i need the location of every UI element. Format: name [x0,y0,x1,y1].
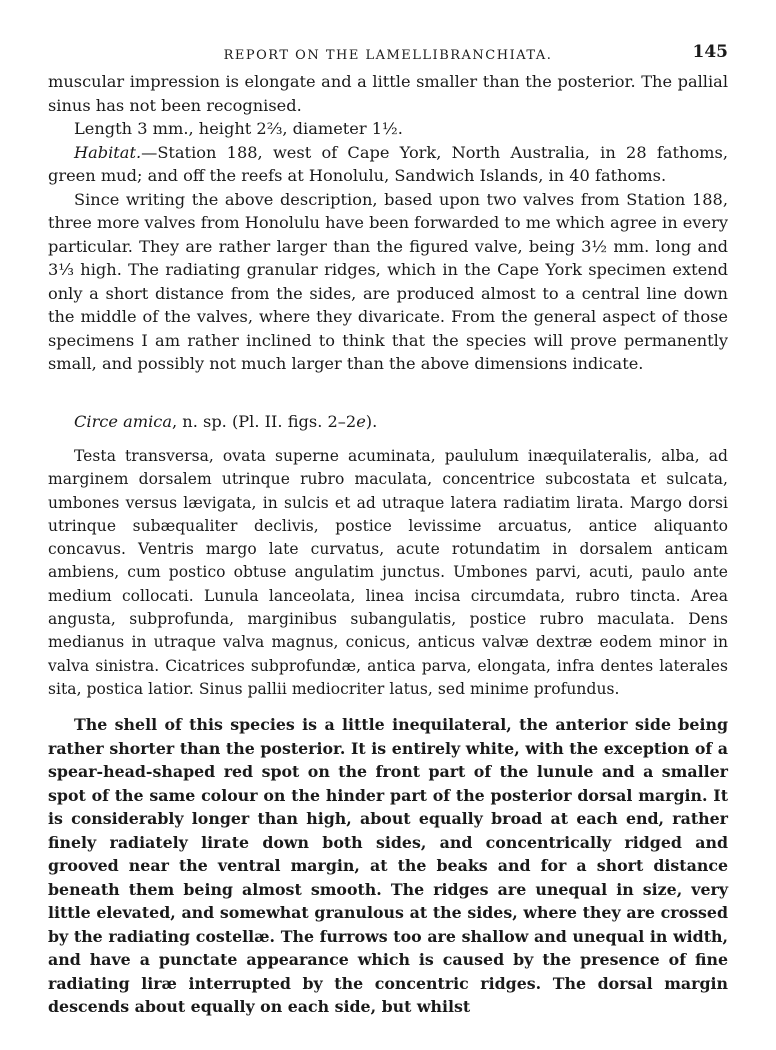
habitat-label: Habitat. [74,142,142,162]
paragraph-dimensions: Length 3 mm., height 2⅔, diameter 1½. [74,119,403,138]
latin-description: Testa transversa, ovata superne acuminata, paululum inæquilateralis, alba, ad marginem dorsalem utrinque rubro maculata, concentrice subcostata et sulcata, umbones versus lævigata, in sulcis et ad utraque latera radiatim lirata. Margo dorsi utrinque subæqualiter declivis, postice levissime arcuatus, antice aliquanto concavus. Ventris margo late curvatus, acute rotundatim in dorsalem anticam ambiens, cum postico obtuse angulatim junctus. Umbones parvi, acuti, paulo ante medium collocati. Lunula lanceolata, linea incisa circumdata, rubro tincta. Area angusta, subprofunda, marginibus subangulatis, postice rubro maculata. Dens medianus in utraque valva magnus, conicus, anticus valvæ dextræ eodem minor in valva sinistra. Cicatrices subprofundæ, antica parva, elongata, infra dentes laterales sita, postica latior. Sinus pallii mediocriter latus, sed minime profundus. [48,447,728,698]
page-header [48,40,728,70]
spacer [48,433,728,445]
paragraph-additional-valves: Since writing the above description, based upon two valves from Station 188, three more valves from Honolulu have been forwarded to me which agree in every particular. They are rather larger than the figured valve, being 3½ mm. long and 3⅓ high. The radiating granular ridges, which in the Cape York specimen extend only a short distance from the sides, are produced almost to a central line down the middle of the valves, where they divaricate. From the general aspect of those specimens I am rather inclined to think that the species will prove permanently small, and possibly not much larger than the above dimensions indicate. [48,189,728,373]
species-heading [48,410,728,434]
species-fig-letter: e [356,411,366,431]
species-name: Circe amica [74,411,172,431]
page [48,40,728,1019]
habitat-text: —Station 188, west of Cape York, North Australia, in 28 fathoms, green mud; and off the reefs at Honolulu, Sandwich Islands, in 40 fathoms. [48,142,728,185]
species-reference: , n. sp. (Pl. II. figs. 2–2 [172,411,357,431]
page-number: 145 [692,42,728,62]
paragraph-habitat [48,141,728,188]
running-title: REPORT ON THE LAMELLIBRANCHIATA. [223,48,553,63]
species-reference-close: ). [365,411,378,431]
paragraph-muscular: muscular impression is elongate and a little smaller than the posterior. The pallial sinus has not been recognised. [48,72,728,115]
spacer [48,701,728,713]
spacer [48,376,728,410]
english-description: The shell of this species is a little inequilateral, the anterior side being rather shorter than the posterior. It is entirely white, with the exception of a spear-head-shaped red spot on the front part of the lunule and a smaller spot of the same colour on the hinder part of the posterior dorsal margin. It is considerably longer than high, about equally broad at each end, rather finely radiately lirate down both sides, and concentrically ridged and grooved near the ventral margin, at the beaks and for a short distance beneath them being almost smooth. The ridges are unequal in size, very little elevated, and somewhat granulous at the sides, where they are crossed by the radiating costellæ. The furrows too are shallow and unequal in width, and have a punctate appearance which is caused by the presence of fine radiating liræ interrupted by the concentric ridges. The dorsal margin descends about equally on each side, but whilst [48,715,728,1017]
